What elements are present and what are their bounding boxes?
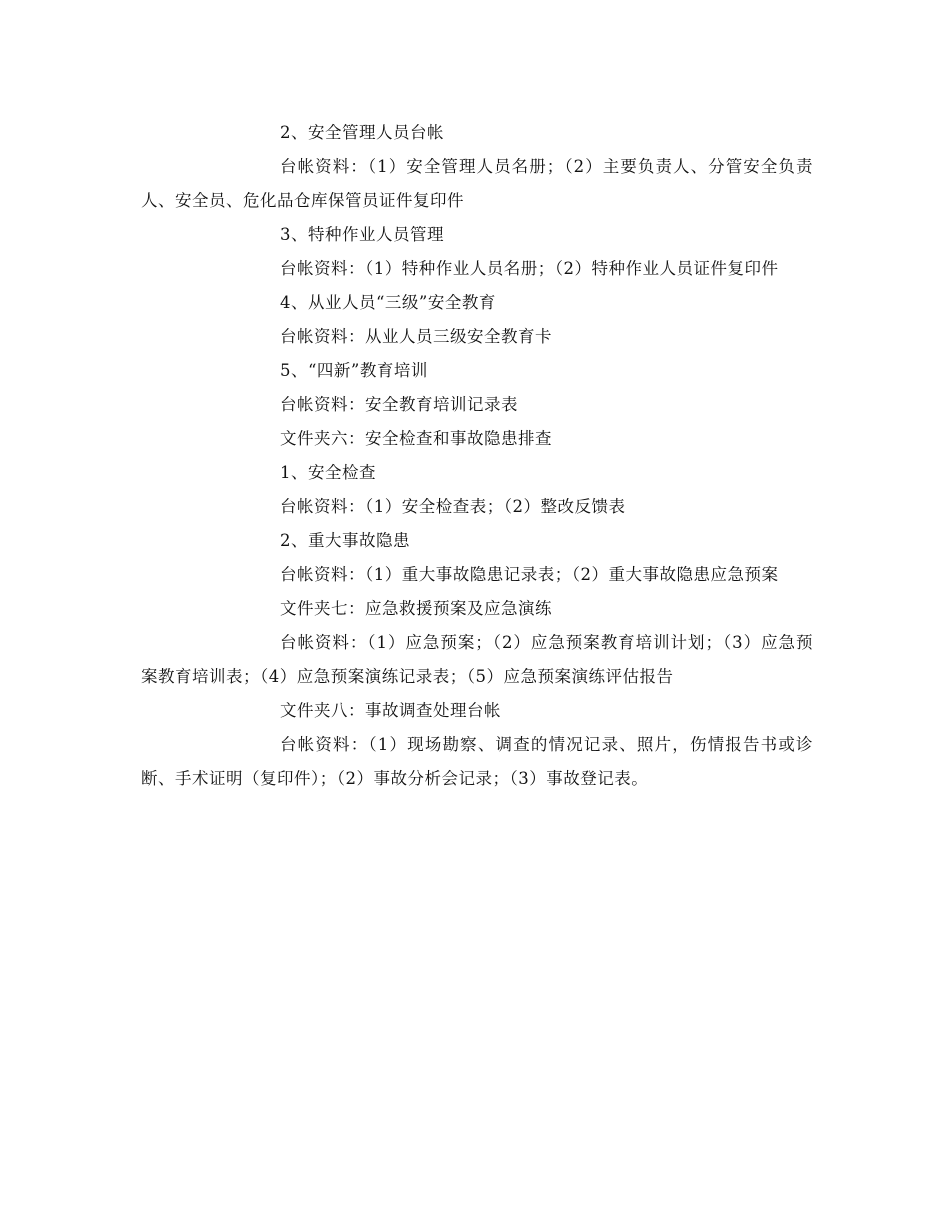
ledger-materials-paragraph: 台帐资料：（1）应急预案；（2）应急预案教育培训计划；（3）应急预案教育培训表；（4）应急预案演练记录表；（5）应急预案演练评估报告 (141, 633, 813, 686)
section-heading: 2、重大事故隐患 (280, 531, 410, 550)
folder-heading: 文件夹六：安全检查和事故隐患排查 (280, 429, 552, 448)
folder-heading: 文件夹八：事故调查处理台帐 (280, 701, 501, 720)
section-heading: 1、安全检查 (280, 463, 376, 482)
ledger-materials-paragraph: 台帐资料：（1）安全检查表；（2）整改反馈表 (280, 497, 626, 516)
section-heading: 2、安全管理人员台帐 (280, 123, 444, 142)
document-body (141, 116, 813, 796)
folder-heading: 文件夹七：应急救援预案及应急演练 (280, 599, 552, 618)
ledger-materials-paragraph: 台帐资料：（1）重大事故隐患记录表；（2）重大事故隐患应急预案 (280, 565, 779, 584)
section-heading: 5、“四新”教育培训 (280, 361, 428, 380)
section-heading: 4、从业人员“三级”安全教育 (280, 293, 496, 312)
ledger-materials-paragraph: 台帐资料：（1）安全管理人员名册；（2）主要负责人、分管安全负责人、安全员、危化品仓库保管员证件复印件 (141, 157, 813, 210)
section-heading: 3、特种作业人员管理 (280, 225, 444, 244)
ledger-materials-paragraph: 台帐资料：安全教育培训记录表 (280, 395, 518, 414)
ledger-materials-paragraph: 台帐资料：（1）现场勘察、调查的情况记录、照片，伤情报告书或诊断、手术证明（复印件）；（2）事故分析会记录；（3）事故登记表。 (141, 735, 813, 788)
ledger-materials-paragraph: 台帐资料：（1）特种作业人员名册；（2）特种作业人员证件复印件 (280, 259, 779, 278)
ledger-materials-paragraph: 台帐资料：从业人员三级安全教育卡 (280, 327, 552, 346)
